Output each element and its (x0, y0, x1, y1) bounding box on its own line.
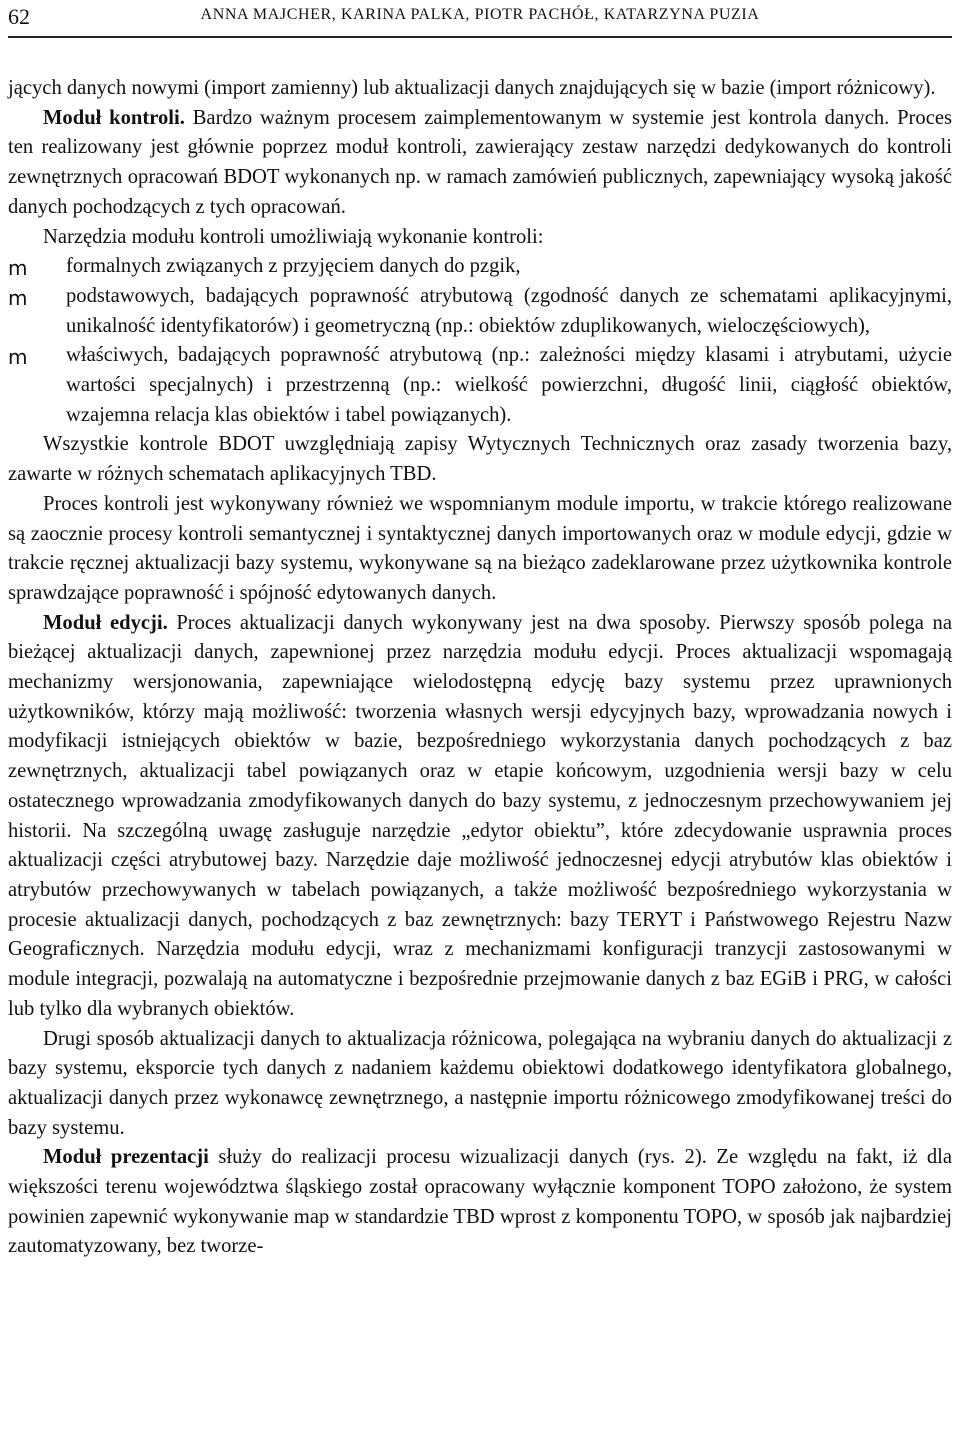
bullet-icon: m (8, 256, 28, 281)
page-number: 62 (8, 4, 30, 29)
control-types-list (8, 252, 952, 430)
paragraph-intro: jących danych nowymi (import zamienny) lub aktualizacji danych znajdujących się w bazie (import różnicowy). (8, 77, 936, 99)
paragraph-bdot-controls: Wszystkie kontrole BDOT uwzględniają zapisy Wytycznych Technicznych oraz zasady tworzenia bazy, zawarte w różnych schematach aplikacyjnych TBD. (8, 433, 952, 486)
paragraph-edit-module (8, 609, 952, 1025)
bullet-icon: m (8, 345, 28, 370)
paragraph-control-process: Proces kontroli jest wykonywany również we wspomnianym module importu, w trakcie którego realizowane są zaocznie procesy kontroli semantycznej i syntaktycznej danych importowanych oraz w module edycji, gdzie w trakcie ręcznej aktualizacji bazy systemu, wykonywane są na bieżąco zadeklarowane przez użytkownika kontrole sprawdzające poprawność i spójność edytowanych danych. (8, 492, 952, 604)
article-body (8, 74, 952, 1262)
paragraph-presentation-module (8, 1143, 952, 1262)
paragraph-differential-update: Drugi sposób aktualizacji danych to aktualizacja różnicowa, polegająca na wybraniu danych do aktualizacji z bazy systemu, eksporcie tych danych z nadaniem każdemu obiektowi dodatkowego identyfikatora globalnego, aktualizacji danych przez wykonawcę zewnętrznego, a następnie importu różnicowego zmodyfikowanej treści do bazy systemu. (8, 1027, 952, 1139)
paragraph-tools-intro: Narzędzia modułu kontroli umożliwiają wykonanie kontroli: (43, 225, 544, 248)
section-lead-control: Moduł kontroli. (43, 106, 185, 129)
section-lead-edit: Moduł edycji. (43, 611, 168, 634)
list-item-text: formalnych związanych z przyjęciem danych do pzgik, (66, 255, 521, 278)
section-lead-presentation: Moduł prezentacji (43, 1146, 209, 1169)
paragraph-text: Bardzo ważnym procesem zaimplementowanym w systemie jest kontrola danych. Proces ten realizowany jest głównie poprzez moduł kontroli, zawierający zestaw narzędzi dedykowanych do kontroli zewnętrznych opracowań BDOT wykonanych np. w ramach zamówień publicznych, zapewniający wysoką jakość danych pochodzących z tych opracowań. (8, 106, 953, 218)
list-item-text: podstawowych, badających poprawność atrybutową (zgodność danych ze schematami aplikacyjnymi, unikalność identyfikatorów) i geometryczną (np.: obiektów zduplikowanych, wieloczęściowych), (66, 284, 952, 337)
list-item (8, 341, 952, 430)
paragraph-text: Proces aktualizacji danych wykonywany jest na dwa sposoby. Pierwszy sposób polega na bieżącej aktualizacji danych, zapewnionej przez narzędzia modułu edycji. Proces aktualizacji wspomagają mechanizmy wersjonowania, zapewniające wielodostępną edycję bazy systemu przez uprawnionych użytkowników, którzy mają możliwość: tworzenia własnych wersji edycyjnych bazy, wprowadzania nowych i modyfikacji istniejących obiektów w bazie, bezpośredniego wykorzystania danych pochodzących z baz zewnętrznych, aktualizacji tabel powiązanych oraz w etapie końcowym, uzgodnienia wersji bazy w celu ostatecznego wprowadzania zmodyfikowanych danych do bazy systemu, z jednoczesnym przechowywaniem jej historii. Na szczególną uwagę zasługuje narzędzie „edytor obiektu”, które zdecydowanie usprawnia proces aktualizacji części atrybutowej bazy. Narzędzie daje możliwość jednoczesnej edycji atrybutów klas obiektów i atrybutów przechowywanych w tabelach powiązanych, a także możliwość bezpośredniego wykorzystania w procesie aktualizacji danych, pochodzących z baz zewnętrznych: bazy TERYT i Państwowego Rejestru Nazw Geograficznych. Narzędzia modułu edycji, wraz z mechanizmami konfiguracji tranzycji zastosowanymi w module integracji, pozwalają na automatyczne i bezpośrednie przejmowanie danych z baz EGiB i PRG, w całości lub tylko dla wybranych obiektów. (8, 611, 952, 1020)
paragraph-text: służy do realizacji procesu wizualizacji danych (rys. 2). Ze względu na fakt, iż dla większości terenu województwa śląskiego został opracowany wyłącznie komponent TOPO założono, że system powinien zapewnić wykonywanie map w standardzie TBD wprost z komponentu TOPO, w sposób jak najbardziej zautomatyzowany, bez tworze- (8, 1146, 952, 1258)
list-item-text: właściwych, badających poprawność atrybutową (np.: zależności między klasami i atrybutami, użycie wartości specjalnych) i przestrzenną (np.: wielkość powierzchni, długość linii, ciągłość obiektów, wzajemna relacja klas obiektów i tabel powiązanych). (66, 344, 952, 426)
list-item (8, 282, 952, 341)
page-header (8, 0, 952, 38)
bullet-icon: m (8, 285, 28, 310)
list-item (8, 252, 952, 282)
paragraph-control-module (8, 104, 952, 223)
running-head: ANNA MAJCHER, KARINA PALKA, PIOTR PACHÓŁ, KATARZYNA PUZIA (200, 6, 760, 23)
